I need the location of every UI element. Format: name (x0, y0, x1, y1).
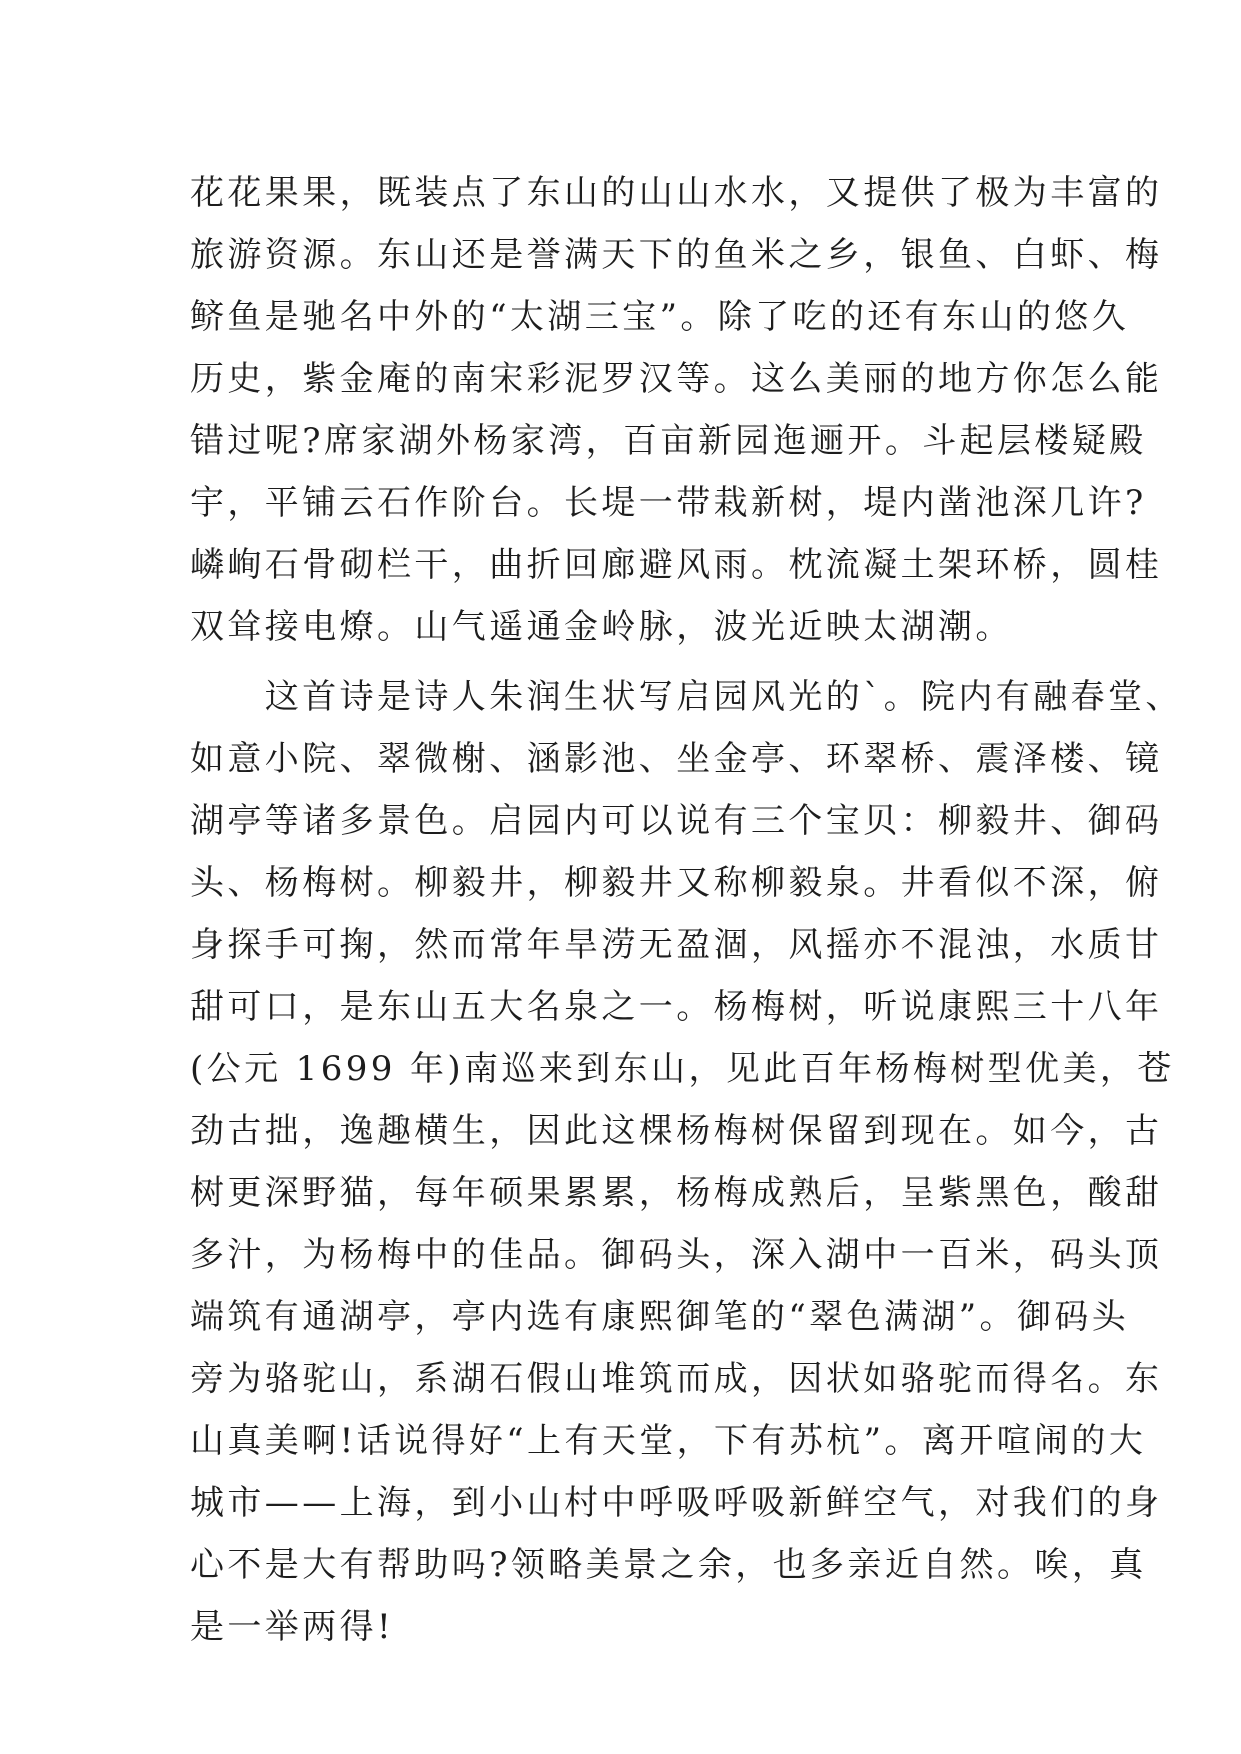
text-line: 花花果果，既装点了东山的山山水水，又提供了极为丰富的 (190, 173, 1163, 213)
text-line: 头、杨梅树。柳毅井，柳毅井又称柳毅泉。井看似不深，俯 (190, 863, 1163, 903)
text-line: 旁为骆驼山，系湖石假山堆筑而成，因状如骆驼而得名。东 (190, 1359, 1163, 1399)
text-line: 嶙峋石骨砌栏干，曲折回廊避风雨。枕流凝土架环桥，圆桂 (190, 545, 1163, 585)
text-line: 树更深野猫，每年硕果累累，杨梅成熟后，呈紫黑色，酸甜 (190, 1173, 1163, 1213)
paragraph-2 (190, 666, 1183, 1658)
text-line: 历史，紫金庵的南宋彩泥罗汉等。这么美丽的地方你怎么能 (190, 359, 1163, 399)
paragraph-1 (190, 162, 1163, 658)
text-line: 心不是大有帮助吗?领略美景之余，也多亲近自然。唉，真 (190, 1545, 1147, 1585)
text-line: 多汁，为杨梅中的佳品。御码头，深入湖中一百米，码头顶 (190, 1235, 1163, 1275)
text-line: 错过呢?席家湖外杨家湾，百亩新园迤逦开。斗起层楼疑殿 (190, 421, 1147, 461)
text-line: 端筑有通湖亭，亭内选有康熙御笔的“翠色满湖”。御码头 (190, 1297, 1130, 1337)
text-line: 鲚鱼是驰名中外的“太湖三宝”。除了吃的还有东山的悠久 (190, 297, 1130, 337)
text-line: 如意小院、翠微榭、涵影池、坐金亭、环翠桥、震泽楼、镜 (190, 739, 1163, 779)
text-line: 是一举两得! (190, 1607, 395, 1647)
text-line: 劲古拙，逸趣横生，因此这棵杨梅树保留到现在。如今，古 (190, 1111, 1163, 1151)
body-text (190, 162, 1183, 1658)
text-line: 旅游资源。东山还是誉满天下的鱼米之乡，银鱼、白虾、梅 (190, 235, 1163, 275)
text-line: 双耸接电燎。山气遥通金岭脉，波光近映太湖潮。 (190, 607, 1013, 647)
text-line: 宇，平铺云石作阶台。长堤一带栽新树，堤内凿池深几许? (190, 483, 1147, 523)
text-line: 身探手可掬，然而常年旱涝无盈涸，风摇亦不混浊，水质甘 (190, 925, 1163, 965)
text-line: 这首诗是诗人朱润生状写启园风光的`。院内有融春堂、 (190, 677, 1183, 717)
text-line: 甜可口，是东山五大名泉之一。杨梅树，听说康熙三十八年 (190, 987, 1163, 1027)
text-line: 城市——上海，到小山村中呼吸呼吸新鲜空气，对我们的身 (190, 1483, 1163, 1523)
text-line: (公元 1699 年)南巡来到东山，见此百年杨梅树型优美，苍 (190, 1049, 1175, 1089)
paragraph-spacer (190, 658, 1090, 666)
text-line: 山真美啊!话说得好“上有天堂，下有苏杭”。离开喧闹的大 (190, 1421, 1147, 1461)
text-line: 湖亭等诸多景色。启园内可以说有三个宝贝：柳毅井、御码 (190, 801, 1163, 841)
